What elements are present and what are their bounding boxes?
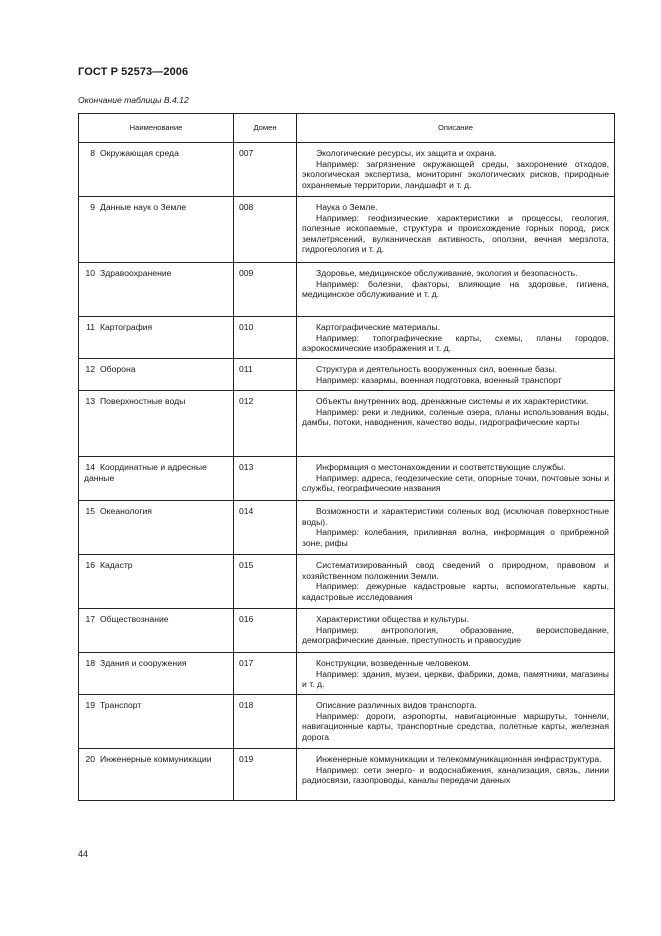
description-paragraph: Например: реки и ледники, соленые озера, планы использования воды, дамбы, потоки, наводнения, качество воды, гидрографические карты [302,406,609,428]
row-domain-code: 007 [234,143,297,197]
row-description [297,609,615,653]
row-name: Обществознание [100,614,169,624]
row-name-cell [79,359,234,391]
description-paragraph: Например: дороги, аэропорты, навигационные маршруты, тоннели, навигационные карты, транспортные средства, полетные карты, железная дорога [302,710,609,742]
row-description [297,143,615,197]
row-description [297,391,615,457]
description-paragraph: Информация о местонахождении и соответствующие службы. [316,462,566,472]
table-row [79,457,615,501]
description-paragraph: Например: топографические карты, схемы, планы городов, аэрокосмические изображения и т. д. [302,332,609,354]
row-domain-code: 016 [234,609,297,653]
row-name-cell [79,263,234,317]
description-paragraph: Экологические ресурсы, их защита и охрана. [316,148,497,158]
row-name: Здания и сооружения [100,658,187,668]
table-header-row [79,114,615,143]
row-description [297,695,615,749]
row-number: 13 [85,396,95,406]
description-paragraph: Структура и деятельность вооруженных сил, военные базы. [316,364,557,374]
row-name: Окружающая среда [100,148,179,158]
row-number: 17 [85,614,95,624]
row-number: 10 [85,268,95,278]
row-description [297,197,615,263]
row-domain-code: 010 [234,317,297,359]
row-domain-code: 017 [234,653,297,695]
description-paragraph: Например: болезни, факторы, влияющие на здоровье, гигиена, медицинское обслуживание и т. д. [302,278,609,300]
row-description [297,359,615,391]
row-description [297,263,615,317]
row-name: Координатные и адресные данные [84,462,207,483]
row-number: 12 [85,364,95,374]
description-paragraph: Например: адреса, геодезические сети, опорные точки, почтовые зоны и службы, географические названия [302,472,609,494]
row-name: Оборона [100,364,136,374]
row-name: Данные наук о Земле [100,202,187,212]
row-name: Здравоохранение [100,268,172,278]
table-row [79,555,615,609]
description-paragraph: Наука о Земле. [316,202,378,212]
row-domain-code: 013 [234,457,297,501]
row-number: 8 [90,148,95,158]
row-name-cell [79,555,234,609]
description-paragraph: Например: здания, музеи, церкви, фабрики, дома, памятники, магазины и т. д. [302,668,609,690]
row-name: Поверхностные воды [100,396,186,406]
description-paragraph: Конструкции, возведенные человеком. [316,658,471,668]
table-caption: Окончание таблицы В.4.12 [78,95,189,105]
row-description [297,457,615,501]
row-domain-code: 012 [234,391,297,457]
row-name-cell [79,653,234,695]
table-row [79,695,615,749]
row-name-cell [79,749,234,801]
description-paragraph: Например: дежурные кадастровые карты, вспомогательные карты, кадастровые исследования [302,581,609,602]
description-paragraph: Например: сети энерго- и водоснабжения, канализация, связь, линии радиосвязи, газопроводы, каналы передачи данных [302,764,609,786]
table-row [79,501,615,555]
description-paragraph: Например: колебания, приливная волна, информация о прибрежной зоне, рифы [302,527,609,548]
header-description: Описание [297,114,615,143]
table-row [79,317,615,359]
header-name: Наименование [79,114,234,143]
description-paragraph: Здоровье, медицинское обслуживание, экология и безопасность. [316,268,578,278]
row-name-cell [79,317,234,359]
row-name-cell [79,391,234,457]
row-name-cell [79,609,234,653]
row-domain-code: 015 [234,555,297,609]
row-description [297,749,615,801]
row-name-cell [79,501,234,555]
row-description [297,555,615,609]
description-paragraph: Например: геофизические характеристики и процессы, геология, полезные ископаемые, структура и происхождение горных пород, риск землетрясений, вулканическая активность, оползни, вечная мерзлота, гидрогеология и т. д. [302,212,609,255]
table-row [79,749,615,801]
table-body [79,143,615,801]
description-paragraph: Описание различных видов транспорта. [316,700,477,710]
description-paragraph: Характеристики общества и культуры. [316,614,469,624]
table-row [79,143,615,197]
row-description [297,317,615,359]
description-paragraph: Например: загрязнение окружающей среды, захоронение отходов, экологическая экспертиза, мониторинг экологических рисков, природные охраняемые территории, ландшафт и т. д. [302,158,609,190]
row-name: Океанология [100,506,152,516]
row-name-cell [79,143,234,197]
row-number: 15 [85,506,95,516]
row-name: Инженерные коммуникации [100,754,212,764]
description-paragraph: Возможности и характеристики соленых вод (исключая поверхностные воды). [302,506,609,527]
description-paragraph: Инженерные коммуникации и телекоммуникационная инфраструктура. [316,754,602,764]
row-name-cell [79,695,234,749]
row-name: Транспорт [100,700,142,710]
description-paragraph: Например: антропология, образование, вероисповедание, демографические данные, преступность и правосудие [302,624,609,646]
table-row [79,197,615,263]
row-domain-code: 008 [234,197,297,263]
page-number: 44 [78,849,89,859]
description-paragraph: Например: казармы, военная подготовка, военный транспорт [316,374,562,385]
row-name: Картография [100,322,153,332]
table-row [79,391,615,457]
row-number: 14 [85,462,95,472]
table-row [79,609,615,653]
row-description [297,501,615,555]
domain-table [78,113,615,801]
row-domain-code: 011 [234,359,297,391]
row-number: 19 [85,700,95,710]
description-paragraph: Картографические материалы. [316,322,440,332]
row-domain-code: 019 [234,749,297,801]
row-number: 11 [86,322,95,332]
row-domain-code: 009 [234,263,297,317]
document-code: ГОСТ Р 52573—2006 [78,66,189,78]
row-number: 9 [90,202,95,212]
row-number: 16 [85,560,95,570]
header-domain: Домен [234,114,297,143]
row-number: 18 [85,658,95,668]
table-row [79,263,615,317]
table-row [79,653,615,695]
row-number: 20 [85,754,95,764]
row-description [297,653,615,695]
table-row [79,359,615,391]
description-paragraph: Объекты внутренних вод, дренажные системы и их характеристики. [316,396,589,406]
row-name-cell [79,197,234,263]
row-domain-code: 018 [234,695,297,749]
description-paragraph: Систематизированный свод сведений о природном, правовом и хозяйственном положении Земли. [302,560,609,581]
row-name-cell [79,457,234,501]
row-domain-code: 014 [234,501,297,555]
row-name: Кадастр [100,560,133,570]
